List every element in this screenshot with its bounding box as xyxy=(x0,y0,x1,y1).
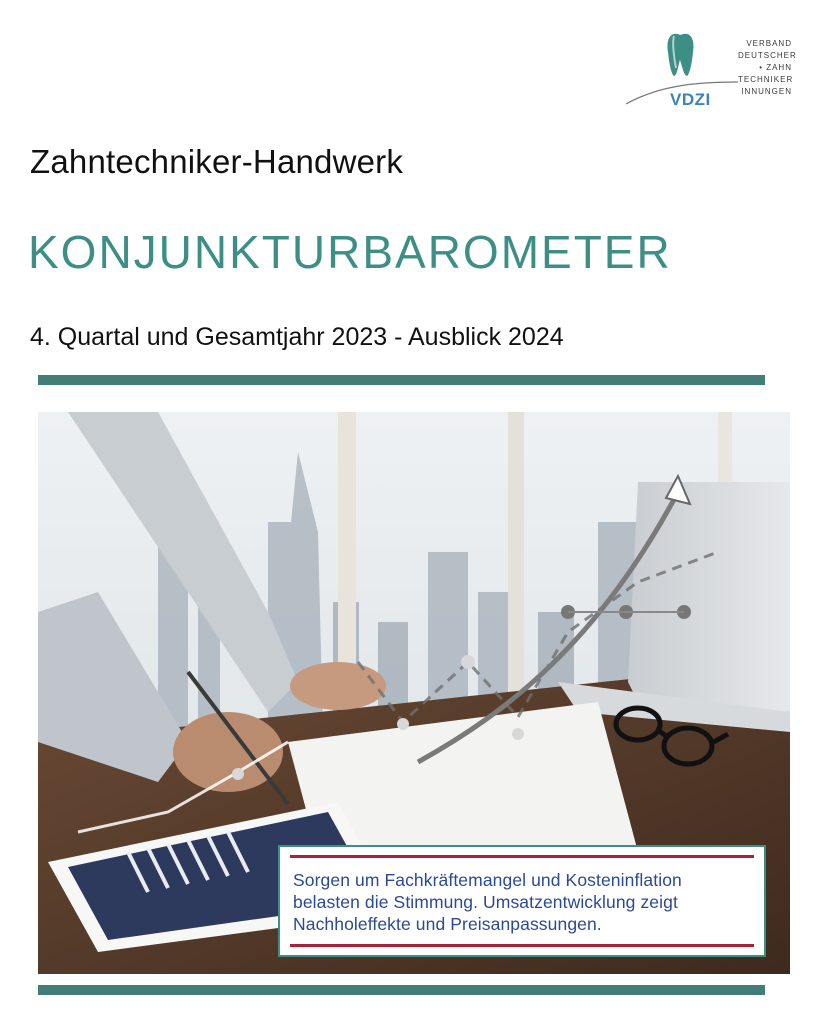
callout-bottom-bar xyxy=(290,944,754,947)
logo-line: INNUNGEN xyxy=(741,87,792,96)
callout-top-bar xyxy=(290,855,754,858)
document-period: 4. Quartal und Gesamtjahr 2023 - Ausblick 2024 xyxy=(30,323,564,351)
bottom-divider xyxy=(38,985,765,995)
top-divider xyxy=(38,375,765,385)
document-subtitle: Zahntechniker-Handwerk xyxy=(30,143,404,180)
callout-box xyxy=(278,845,766,957)
logo-line: VERBAND xyxy=(746,39,792,48)
logo-line: TECHNIKER xyxy=(738,75,794,84)
logo-text xyxy=(738,38,797,98)
callout-line: Nachholeffekte und Preisanpassungen. xyxy=(293,914,602,934)
logo-abbreviation: VDZI xyxy=(670,90,711,109)
document-title: KONJUNKTURBAROMETER xyxy=(28,226,672,278)
callout-line: belasten die Stimmung. Umsatzentwicklung zeigt xyxy=(293,892,678,912)
vdzi-logo xyxy=(622,28,802,114)
logo-line: • ZAHN xyxy=(759,63,792,72)
logo-line: DEUTSCHER xyxy=(738,51,797,60)
callout-line: Sorgen um Fachkräftemangel und Kosteninflation xyxy=(293,870,682,890)
callout-text xyxy=(293,869,754,935)
